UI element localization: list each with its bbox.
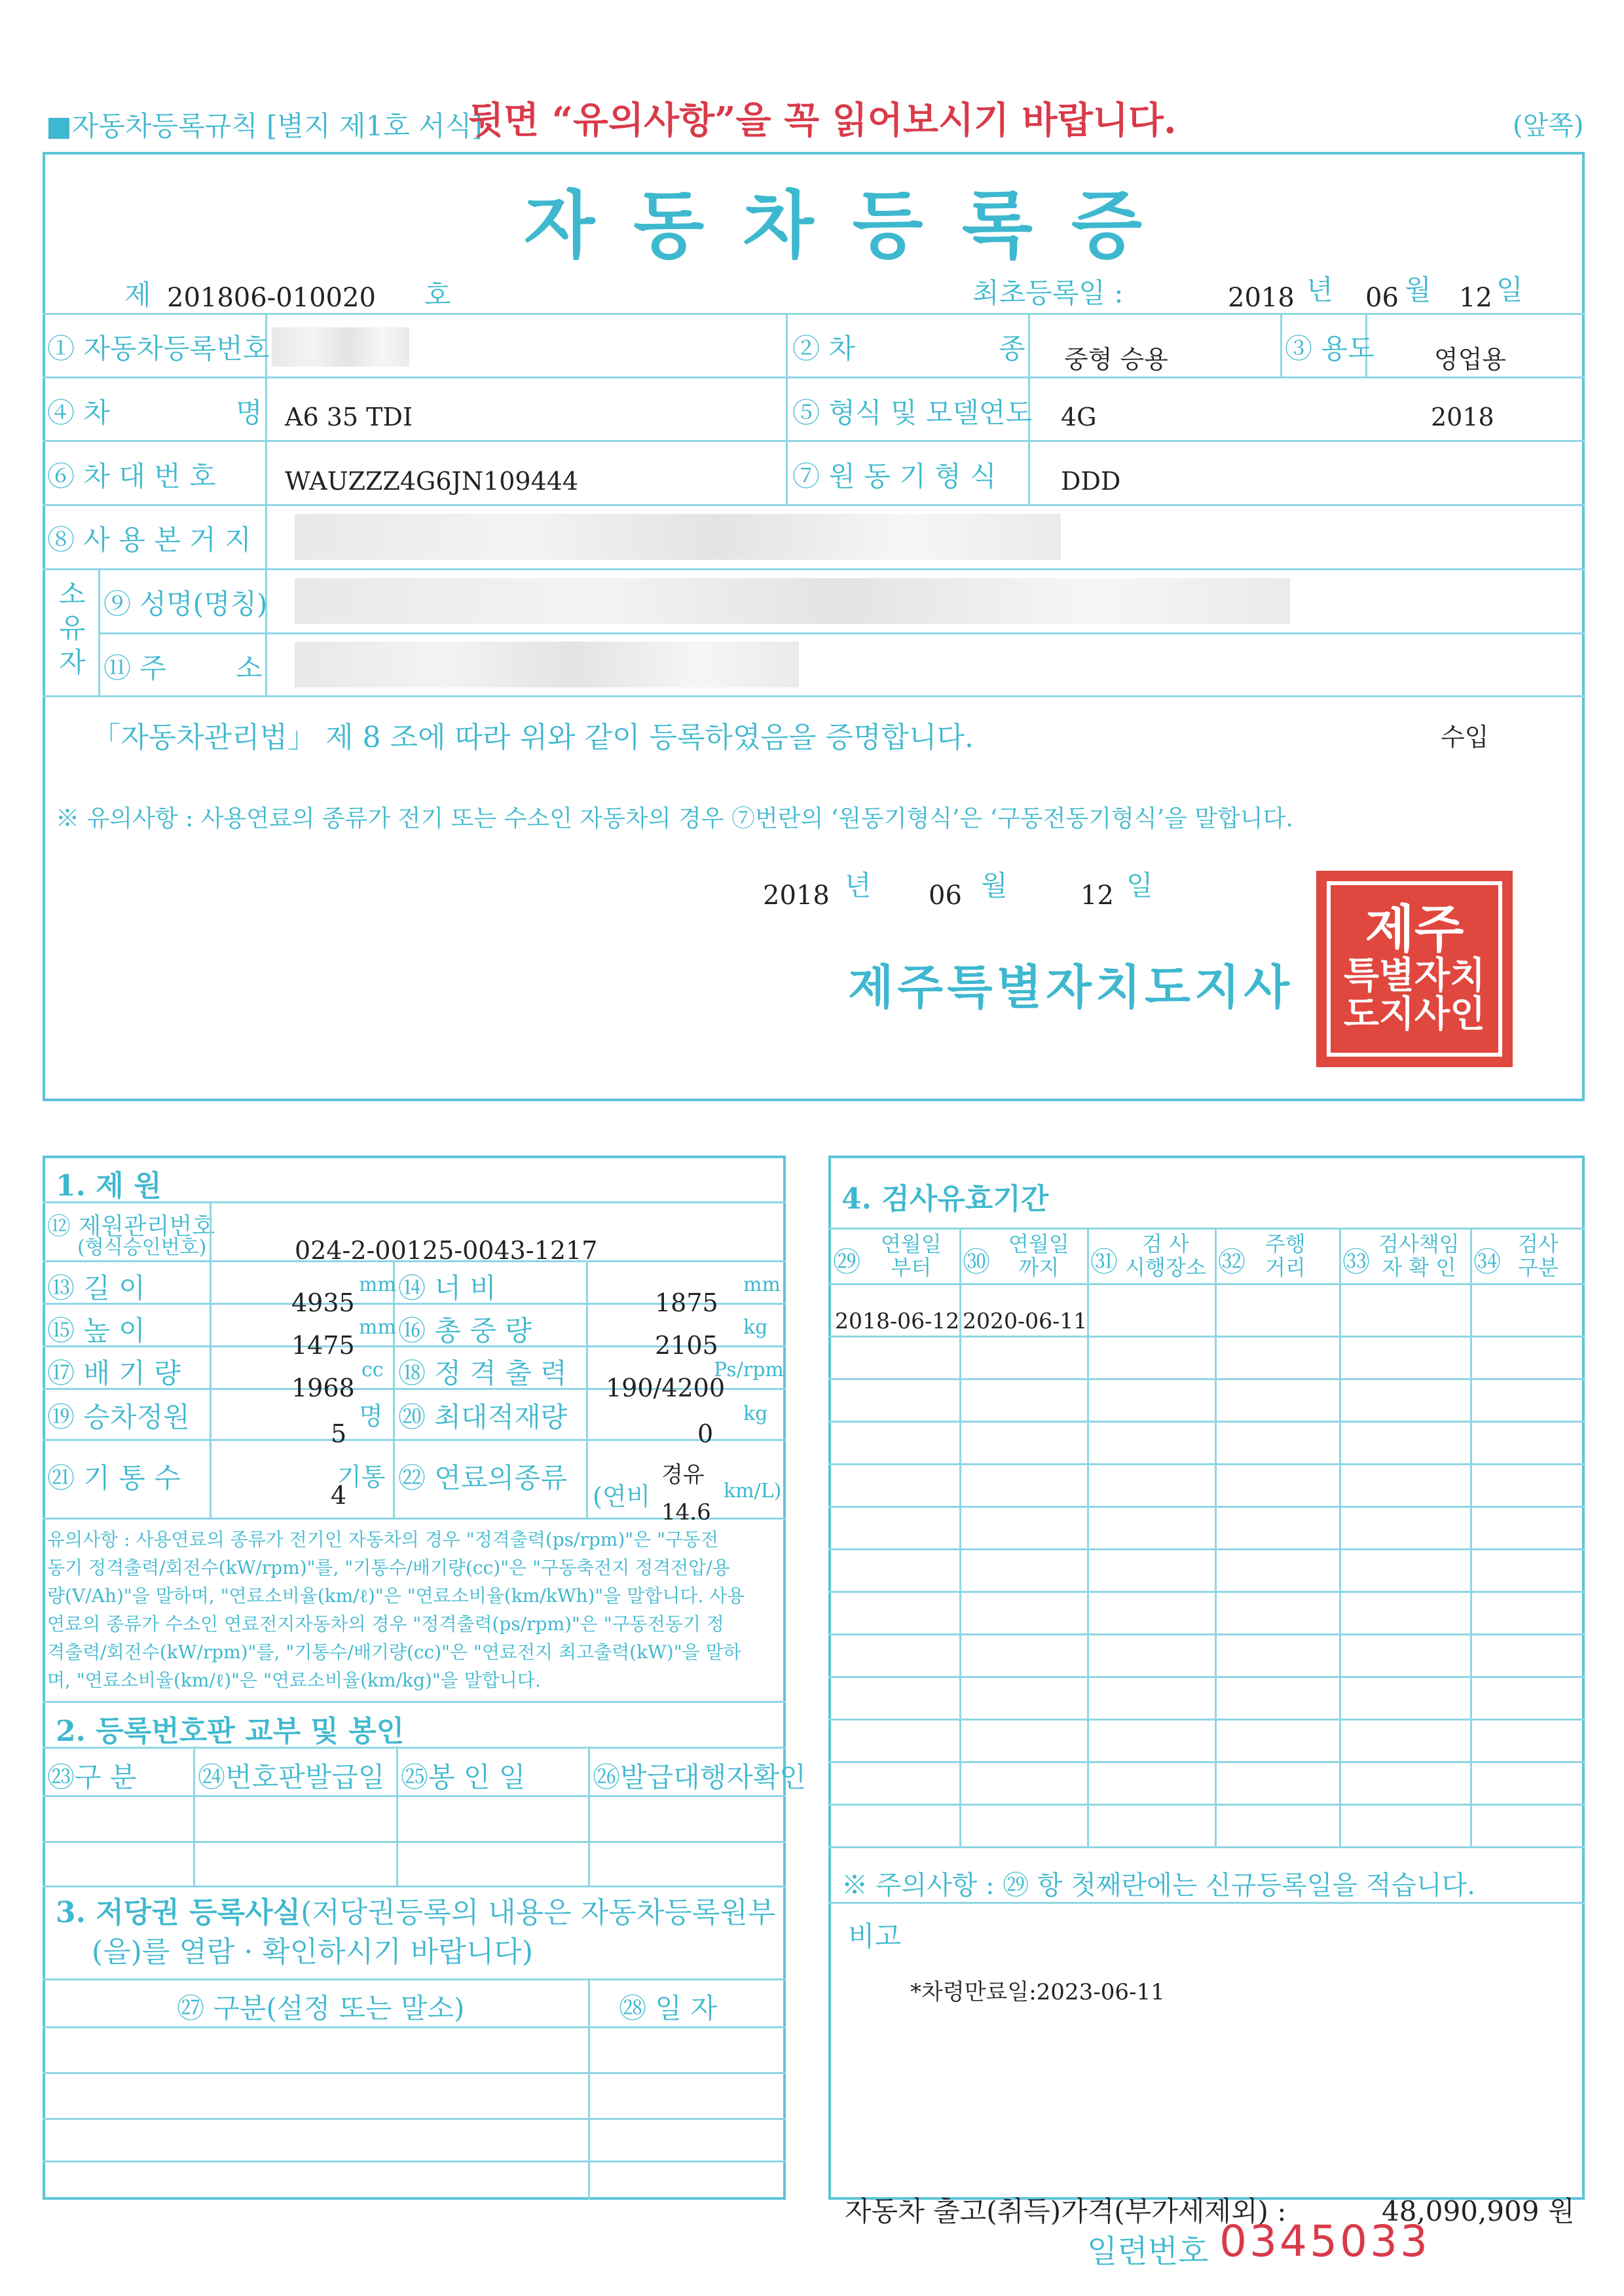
height-value: 1475 (291, 1331, 355, 1360)
lien-date-col: ㉘ 일 자 (619, 1992, 717, 2024)
engine-type-value: DDD (1061, 467, 1121, 496)
issuer-name: 제주특별자치도지사 (848, 959, 1293, 1015)
engine-type-label: ⑦ 원 동 기 형 식 (792, 460, 997, 492)
owner-address-label: ⑪ 주 (103, 652, 166, 684)
first-reg-month: 06 (1365, 283, 1399, 313)
base-location-label: ⑧ 사 용 본 거 지 (47, 524, 251, 556)
inspection-col-32-num: ㉜ (1218, 1246, 1246, 1278)
vin-label: ⑥ 차 대 번 호 (47, 460, 216, 492)
rated-output-value: 190/4200 (606, 1374, 726, 1402)
inspection-note: ※ 주의사항 : ㉙ 항 첫째란에는 신규등록일을 적습니다. (841, 1870, 1475, 1901)
lien-heading: 3. 저당권 등록사실(저당권등록의 내용은 자동차등록원부 (을)를 열람 · 확인하시기 바랍니다) (56, 1896, 776, 1969)
vehicle-name-label: ④ 차 (47, 397, 110, 429)
seating-capacity-label: ⑲ 승차정원 (47, 1401, 190, 1433)
model-type-value: 4G (1061, 403, 1097, 431)
displacement-value: 1968 (291, 1374, 355, 1402)
first-reg-label: 최초등록일 : (972, 277, 1124, 309)
width-value: 1875 (655, 1288, 718, 1317)
fuel-type-value: 경유 (661, 1462, 705, 1488)
front-side-label: (앞쪽) (1513, 111, 1584, 141)
vehicle-type-label-end: 종 (999, 333, 1025, 365)
month-unit: 월 (1405, 274, 1431, 306)
issue-month: 06 (929, 881, 962, 911)
plate-issue-date-col: ㉔번호판발급일 (198, 1761, 385, 1793)
vehicle-type-value: 중형 승용 (1064, 345, 1168, 374)
issue-month-unit: 월 (981, 869, 1008, 902)
gross-weight-value: 2105 (655, 1331, 718, 1360)
reg-number-suffix: 호 (424, 279, 451, 311)
inspection-place-col: 검 사 시행장소 (1125, 1231, 1206, 1280)
import-label: 수입 (1441, 723, 1489, 752)
inspection-col-29-num: ㉙ (833, 1246, 861, 1278)
issue-year: 2018 (763, 881, 830, 911)
spec-mgmt-number-value: 024-2-00125-0043-1217 (295, 1236, 598, 1265)
max-load-unit: kg (743, 1402, 768, 1425)
plate-category-col: ㉓구 분 (47, 1761, 137, 1793)
inspection-col-33-num: ㉝ (1342, 1246, 1371, 1278)
displacement-unit: cc (361, 1358, 384, 1381)
form-reference: ■자동차등록규칙 [별지 제1호 서식] (46, 110, 483, 142)
vehicle-reg-number-label: ① 자동차등록번호 (47, 333, 270, 365)
first-reg-day: 12 (1459, 283, 1492, 313)
issue-day: 12 (1080, 881, 1114, 911)
vehicle-type-label: ② 차 (792, 333, 855, 365)
inspection-inspector-col: 검사책임 자 확 인 (1378, 1231, 1460, 1280)
inspection-mileage-col: 주행 거리 (1265, 1231, 1306, 1280)
official-seal: 제주 특별자치 도지사인 (1316, 871, 1513, 1067)
width-label: ⑭ 너 비 (398, 1272, 496, 1304)
issuing-agent-col: ㉖발급대행자확인 (593, 1761, 807, 1793)
length-label: ⑬ 길 이 (47, 1272, 145, 1304)
vehicle-name-value: A6 35 TDI (285, 403, 413, 431)
inspection-col-34-num: ㉞ (1473, 1246, 1502, 1278)
model-type-label: ⑤ 형식 및 모델연도 (792, 397, 1033, 429)
model-year-value: 2018 (1431, 403, 1494, 431)
fuel-efficiency-unit: km/L) (724, 1480, 782, 1503)
spec-mgmt-number-sublabel: (형식승인번호) (77, 1236, 207, 1259)
reading-notice: 뒷면 “유의사항”을 꼭 읽어보시기 바랍니다. (468, 99, 1177, 142)
length-value: 4935 (291, 1288, 355, 1317)
usage-value: 영업용 (1434, 345, 1507, 374)
day-unit: 일 (1496, 274, 1523, 306)
length-unit: mm (359, 1273, 396, 1296)
year-unit: 년 (1306, 274, 1333, 306)
height-label: ⑮ 높 이 (47, 1315, 145, 1347)
serial-number: 0345033 (1219, 2216, 1430, 2267)
owner-name-label: ⑨ 성명(명칭) (103, 588, 268, 620)
rated-output-label: ⑱ 정 격 출 력 (398, 1357, 567, 1389)
vin-value: WAUZZZ4G6JN109444 (285, 467, 579, 496)
rated-output-unit: Ps/rpm (714, 1358, 784, 1381)
inspection-col-30-num: ㉚ (963, 1246, 991, 1278)
inspection-from-col: 연월일 부터 (881, 1231, 942, 1280)
usage-label: ③ 용도 (1285, 333, 1375, 365)
issue-year-unit: 년 (845, 869, 872, 902)
seating-capacity-unit: 명 (359, 1402, 383, 1430)
serial-label: 일련번호 (1087, 2233, 1209, 2270)
inspection-row1-to: 2020-06-11 (963, 1308, 1088, 1334)
vehicle-name-label-end: 명 (236, 397, 263, 429)
inspection-row1-from: 2018-06-12 (835, 1308, 960, 1334)
spec-electric-note: 유의사항 : 사용연료의 종류가 전기인 자동차의 경우 "정격출력(ps/rpm)"은 "구동전 동기 정격출력/회전수(kW/rpm)"를, "기통수/배기량(cc)"은 "구동축전지 정격전압/용 량(V/Ah)"을 말하며, "연료소비율(km/ℓ)"은 "연료소비율(km/kWh)"을 말합니다. 사용 연료의 종류가 수소인 연료전지자동차의 경우 "정격출력(ps/rpm)"은 "구동전동기 정 격출력/회전수(kW/rpm)"를, "기통수/배기량(cc)"은 "연료전지 최고출력(kW)"을 말하 며, "연료소비율(km/ℓ)"은 "연료소비율(km/kg)"을 말합니다. (47, 1529, 745, 1691)
width-unit: mm (743, 1273, 781, 1296)
first-reg-year: 2018 (1228, 283, 1295, 313)
price-value: 48,090,909 원 (1382, 2195, 1575, 2227)
height-unit: mm (359, 1316, 396, 1339)
price-label: 자동차 출고(취득)가격(부가세제외) : (845, 2195, 1287, 2227)
seal-date-col: ㉕봉 인 일 (401, 1761, 526, 1793)
max-load-label: ⑳ 최대적재량 (398, 1401, 568, 1433)
gross-weight-label: ⑯ 총 중 량 (398, 1315, 532, 1347)
reg-number-value: 201806-010020 (167, 283, 376, 313)
max-load-value: 0 (697, 1419, 714, 1448)
inspection-col-31-num: ㉛ (1090, 1246, 1118, 1278)
cylinders-value: 4 (331, 1481, 347, 1510)
reg-number-prefix: 제 (124, 279, 151, 311)
fuel-type-label: ㉒ 연료의종류 (398, 1462, 568, 1494)
displacement-label: ⑰ 배 기 량 (47, 1357, 181, 1389)
seating-capacity-value: 5 (331, 1419, 347, 1448)
fuel-efficiency-value: 14.6 (661, 1499, 711, 1525)
lien-category-col: ㉗ 구분(설정 또는 말소) (177, 1992, 465, 2024)
inspection-to-col: 연월일 까지 (1008, 1231, 1069, 1280)
fuel-efficiency-label: (연비 (593, 1482, 651, 1511)
owner-address-label-end: 소 (236, 652, 263, 684)
plate-heading: 2. 등록번호판 교부 및 봉인 (56, 1715, 405, 1748)
remarks-value: *차령만료일:2023-06-11 (910, 1979, 1165, 2005)
owner-label: 소 유 자 (59, 578, 86, 678)
redacted-owner-name (295, 578, 1290, 624)
cylinders-unit: 기통 (337, 1463, 386, 1491)
page-title: 자 동 차 등 록 증 (524, 183, 1149, 268)
redacted-owner-address (295, 642, 799, 687)
issue-day-unit: 일 (1126, 869, 1153, 902)
cylinders-label: ㉑ 기 통 수 (47, 1462, 181, 1494)
spec-mgmt-number-label: ⑫ 제원관리번호 (47, 1213, 215, 1240)
fuel-note: ※ 유의사항 : 사용연료의 종류가 전기 또는 수소인 자동차의 경우 ⑦번란의 ‘원동기형식’은 ‘구동전동기형식’을 말합니다. (56, 805, 1293, 832)
spec-heading: 1. 제 원 (56, 1169, 162, 1203)
redacted-reg-number (272, 327, 409, 367)
redacted-base-location (295, 514, 1061, 560)
inspection-heading: 4. 검사유효기간 (841, 1182, 1049, 1216)
inspection-type-col: 검사 구분 (1518, 1231, 1559, 1280)
gross-weight-unit: kg (743, 1316, 768, 1339)
certification-statement: 「자동차관리법」 제 8 조에 따라 위와 같이 등록하였음을 증명합니다. (92, 721, 974, 754)
remarks-label: 비고 (848, 1920, 902, 1952)
